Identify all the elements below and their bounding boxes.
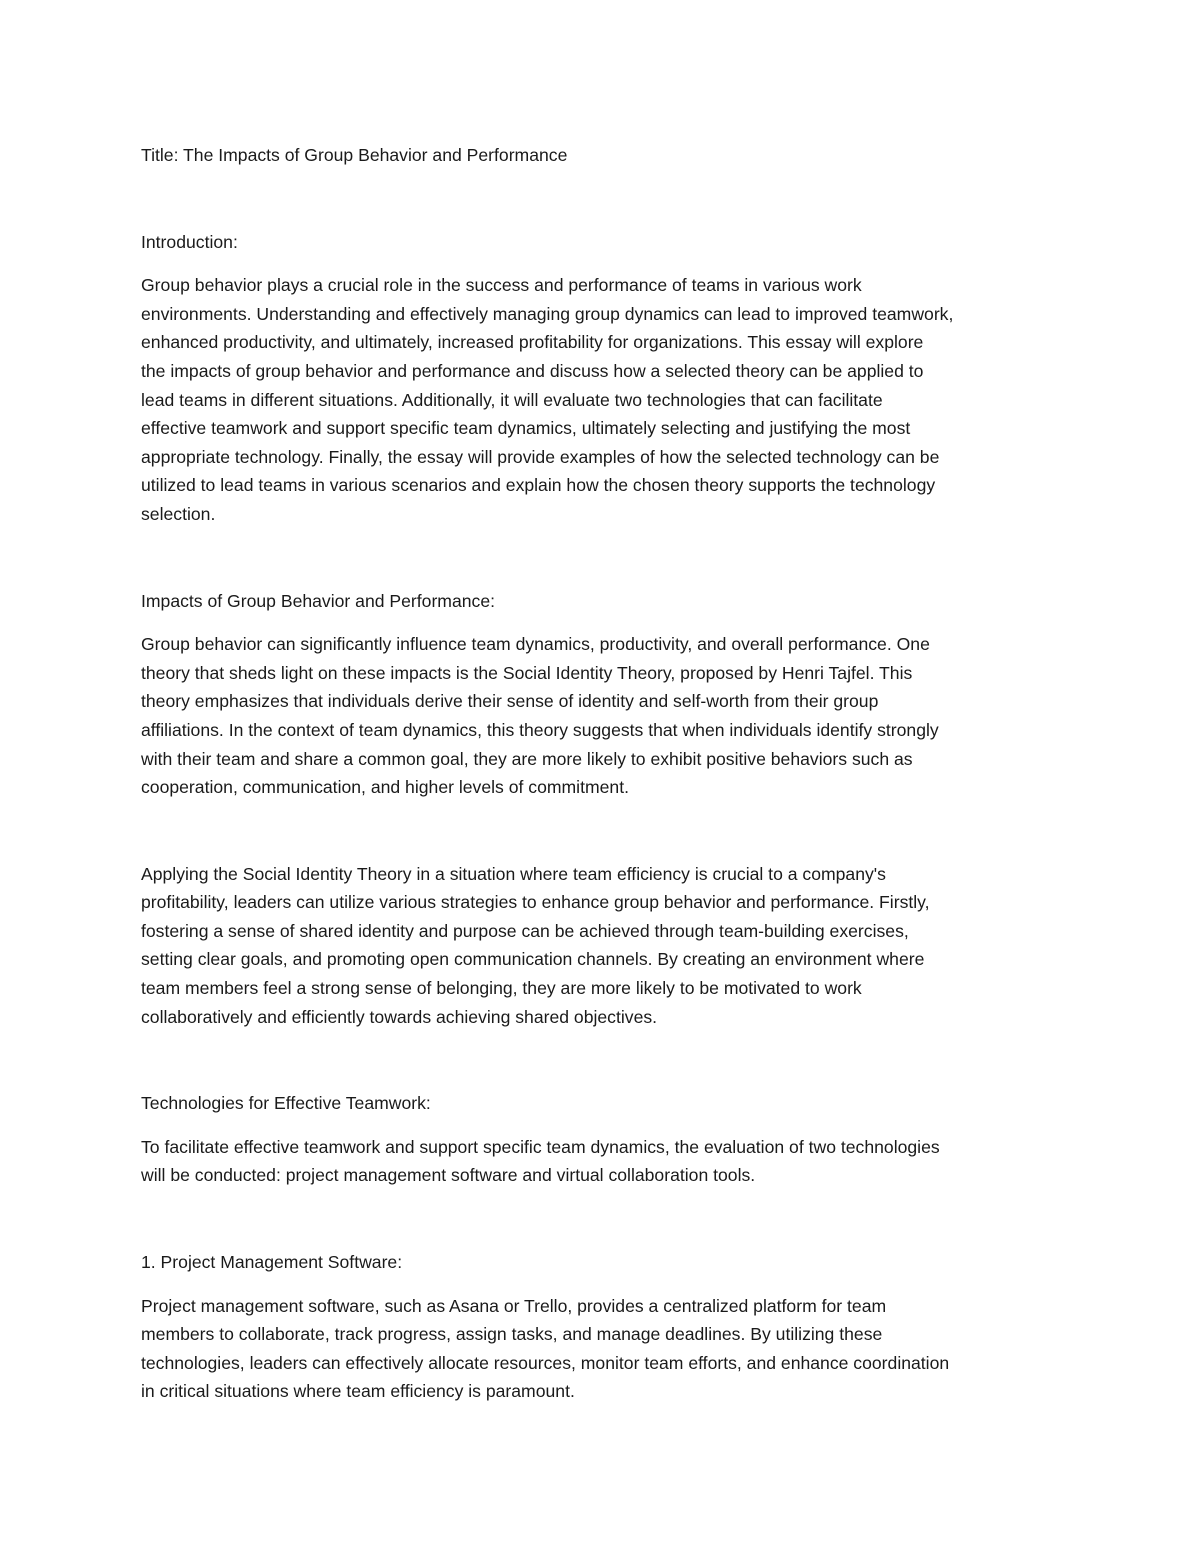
text-line: theory emphasizes that individuals derive their sense of identity and self-worth from their group: [141, 691, 879, 712]
text-line: Applying the Social Identity Theory in a situation where team efficiency is crucial to a company's: [141, 863, 886, 884]
project-management-paragraph: [141, 1292, 1066, 1406]
document-body: [141, 141, 1066, 1406]
text-line: fostering a sense of shared identity and purpose can be achieved through team-building exercises,: [141, 920, 909, 941]
text-line: team members feel a strong sense of belonging, they are more likely to be motivated to work: [141, 978, 862, 999]
text-line: in critical situations where team efficiency is paramount.: [141, 1381, 575, 1402]
technologies-paragraph: [141, 1133, 1066, 1190]
text-line: lead teams in different situations. Additionally, it will evaluate two technologies that can facilitate: [141, 389, 883, 410]
text-line: the impacts of group behavior and performance and discuss how a selected theory can be applied to: [141, 360, 924, 381]
text-line: will be conducted: project management software and virtual collaboration tools.: [141, 1165, 756, 1186]
text-line: environments. Understanding and effectively managing group dynamics can lead to improved teamwork,: [141, 303, 954, 324]
text-line: effective teamwork and support specific team dynamics, ultimately selecting and justifying the most: [141, 418, 911, 439]
technologies-heading: Technologies for Effective Teamwork:: [141, 1093, 431, 1114]
document-title: Title: The Impacts of Group Behavior and Performance: [141, 145, 568, 165]
text-line: profitability, leaders can utilize various strategies to enhance group behavior and performance. Firstly,: [141, 892, 930, 913]
text-line: setting clear goals, and promoting open communication channels. By creating an environment where: [141, 949, 925, 970]
text-line: theory that sheds light on these impacts is the Social Identity Theory, proposed by Henri Tajfel. This: [141, 662, 913, 683]
text-line: technologies, leaders can effectively allocate resources, monitor team efforts, and enhance coordination: [141, 1352, 950, 1373]
text-line: members to collaborate, track progress, assign tasks, and manage deadlines. By utilizing these: [141, 1324, 883, 1345]
project-management-heading: 1. Project Management Software:: [141, 1252, 403, 1273]
text-line: affiliations. In the context of team dynamics, this theory suggests that when individuals identify strongly: [141, 719, 939, 740]
text-line: Project management software, such as Asana or Trello, provides a centralized platform for team: [141, 1295, 887, 1316]
text-line: utilized to lead teams in various scenarios and explain how the chosen theory supports the technology: [141, 475, 936, 496]
text-line: To facilitate effective teamwork and support specific team dynamics, the evaluation of two technologies: [141, 1136, 940, 1157]
text-line: enhanced productivity, and ultimately, increased profitability for organizations. This essay will explore: [141, 332, 924, 353]
impacts-paragraph-1: [141, 630, 1066, 802]
text-line: Group behavior plays a crucial role in the success and performance of teams in various work: [141, 275, 862, 296]
impacts-paragraph-2: [141, 860, 1066, 1032]
text-line: with their team and share a common goal, they are more likely to exhibit positive behaviors such as: [141, 748, 913, 769]
impacts-heading: Impacts of Group Behavior and Performance:: [141, 590, 496, 611]
text-line: appropriate technology. Finally, the essay will provide examples of how the selected technology can be: [141, 446, 940, 467]
text-line: cooperation, communication, and higher levels of commitment.: [141, 777, 629, 798]
introduction-paragraph: [141, 271, 1066, 528]
text-line: Group behavior can significantly influence team dynamics, productivity, and overall performance. One: [141, 634, 930, 655]
introduction-heading: Introduction:: [141, 231, 238, 252]
text-line: selection.: [141, 503, 216, 524]
text-line: collaboratively and efficiently towards achieving shared objectives.: [141, 1006, 658, 1027]
